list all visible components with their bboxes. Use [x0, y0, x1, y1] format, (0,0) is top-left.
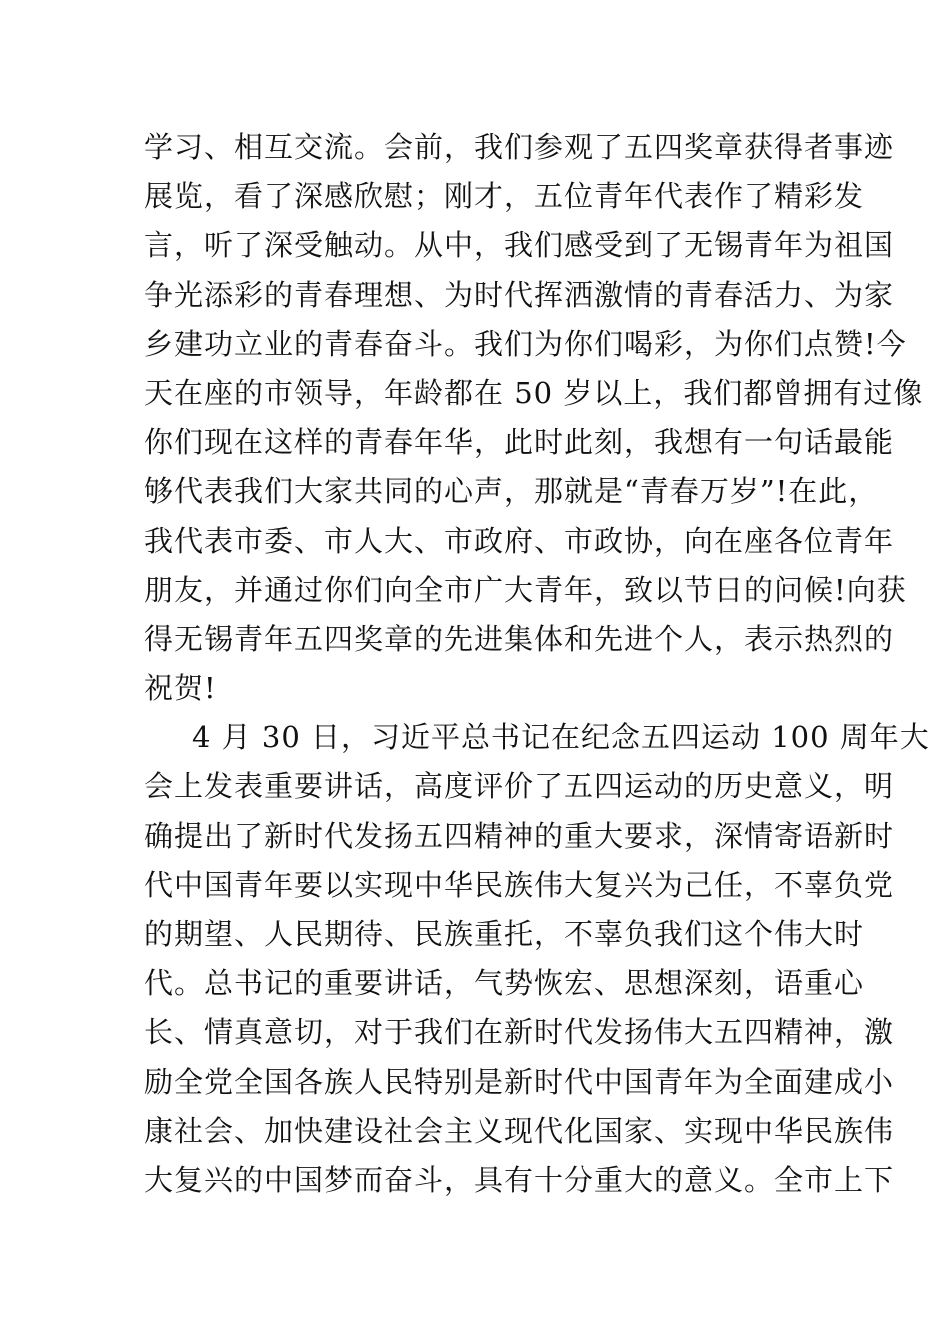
text-line: 会上发表重要讲话，高度评价了五四运动的历史意义，明 [144, 769, 895, 804]
text-line: 够代表我们大家共同的心声，那就是“青春万岁”!在此， [144, 474, 879, 509]
text-line: 争光添彩的青春理想、为时代挥洒激情的青春活力、为家 [144, 277, 895, 312]
text-line: 你们现在这样的青春年华，此时此刻，我想有一句话最能 [144, 425, 895, 460]
document-body [144, 123, 930, 1205]
text-line: 康社会、加快建设社会主义现代化国家、实现中华民族伟 [144, 1113, 895, 1148]
text-line: 的期望、人民期待、民族重托，不辜负我们这个伟大时 [144, 917, 865, 951]
text-line: 确提出了新时代发扬五四精神的重大要求，深情寄语新时 [144, 818, 895, 853]
text-line: 代。总书记的重要讲话，气势恢宏、思想深刻，语重心 [144, 966, 865, 1001]
text-line: 大复兴的中国梦而奋斗，具有十分重大的意义。全市上下 [144, 1162, 895, 1197]
text-line: 展览，看了深感欣慰；刚才，五位青年代表作了精彩发 [144, 179, 865, 214]
text-line: 朋友，并通过你们向全市广大青年，致以节日的问候!向获 [144, 572, 907, 607]
text-line: 天在座的市领导，年龄都在 50 岁以上，我们都曾拥有过像 [144, 375, 924, 410]
text-line: 言，听了深受触动。从中，我们感受到了无锡青年为祖国 [144, 228, 895, 263]
text-line: 祝贺! [144, 671, 217, 706]
text-line: 励全党全国各族人民特别是新时代中国青年为全面建成小 [144, 1064, 895, 1099]
text-line: 长、情真意切，对于我们在新时代发扬伟大五四精神，激 [144, 1015, 895, 1050]
paragraph-1 [144, 123, 924, 713]
text-line: 代中国青年要以实现中华民族伟大复兴为己任，不辜负党 [144, 867, 895, 902]
text-line: 我代表市委、市人大、市政府、市政协，向在座各位青年 [144, 523, 895, 558]
text-line: 乡建功立业的青春奋斗。我们为你们喝彩，为你们点赞!今 [144, 326, 907, 361]
paragraph-2 [144, 713, 930, 1205]
text-line: 学习、相互交流。会前，我们参观了五四奖章获得者事迹 [144, 130, 895, 164]
text-line: 4 月 30 日，习近平总书记在纪念五四运动 100 周年大 [192, 720, 930, 755]
text-line: 得无锡青年五四奖章的先进集体和先进个人，表示热烈的 [144, 621, 895, 656]
